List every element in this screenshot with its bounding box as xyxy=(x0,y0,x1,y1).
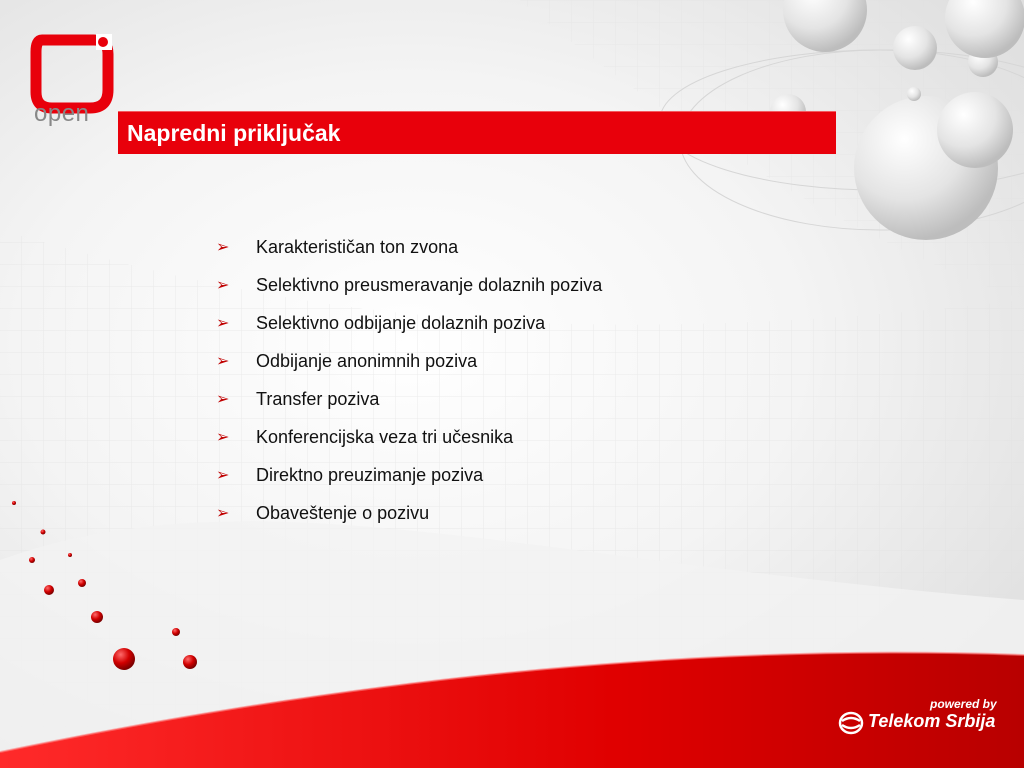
arrow-bullet-icon: ➢ xyxy=(216,505,230,522)
list-item-text: Direktno preuzimanje poziva xyxy=(256,464,484,485)
list-item xyxy=(216,266,602,304)
arrow-bullet-icon: ➢ xyxy=(216,467,230,484)
arrow-bullet-icon: ➢ xyxy=(216,277,230,294)
list-item-text: Konferencijska veza tri učesnika xyxy=(256,426,514,447)
arrow-bullet-icon: ➢ xyxy=(216,315,230,332)
list-item xyxy=(216,380,602,418)
list-item xyxy=(216,228,602,266)
logo-text: open xyxy=(34,100,90,127)
title-bar xyxy=(118,111,836,154)
list-item xyxy=(216,342,602,380)
list-item xyxy=(216,418,602,456)
telekom-logo-icon xyxy=(838,711,864,735)
arrow-bullet-icon: ➢ xyxy=(216,391,230,408)
powered-by-label: powered by xyxy=(930,697,997,711)
page-title: Napredni priključak xyxy=(127,120,341,146)
list-item xyxy=(216,456,602,494)
list-item-text: Obaveštenje o pozivu xyxy=(256,502,430,523)
list-item-text: Odbijanje anonimnih poziva xyxy=(256,350,478,371)
list-item-text: Karakterističan ton zvona xyxy=(256,236,459,257)
list-item xyxy=(216,494,602,532)
list-item xyxy=(216,304,602,342)
arrow-bullet-icon: ➢ xyxy=(216,353,230,370)
telekom-brand: Telekom Srbija xyxy=(868,711,996,731)
feature-list xyxy=(216,228,602,532)
list-item-text: Selektivno odbijanje dolaznih poziva xyxy=(256,312,546,333)
list-item-text: Selektivno preusmeravanje dolaznih poziva xyxy=(256,274,603,295)
arrow-bullet-icon: ➢ xyxy=(216,429,230,446)
arrow-bullet-icon: ➢ xyxy=(216,239,230,256)
list-item-text: Transfer poziva xyxy=(256,388,380,409)
